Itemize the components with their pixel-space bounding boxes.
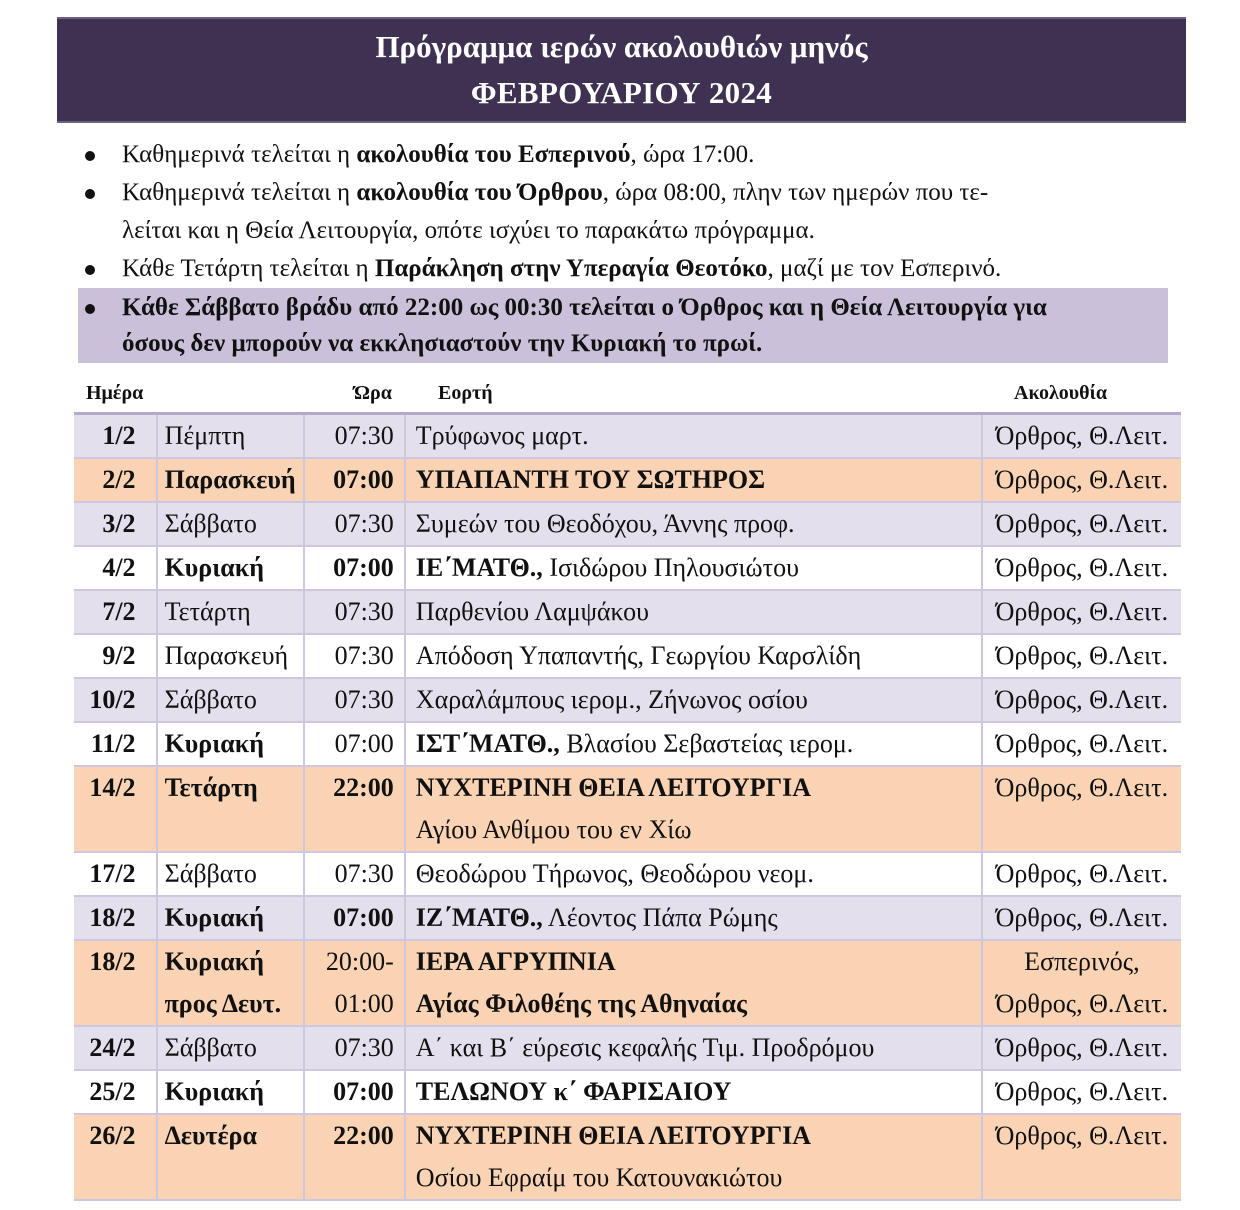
cell-time: 22:00	[305, 1115, 406, 1199]
cell-date: 17/2	[74, 853, 158, 895]
table-row	[74, 1027, 1181, 1071]
header-feast: Εορτή	[438, 382, 493, 404]
header-time: Ώρα	[354, 382, 392, 404]
cell-time: 22:00	[305, 767, 406, 851]
note-paraklesis: Κάθε Τετάρτη τελείται η Παράκληση στην Υπεραγία Θεοτόκο, μαζί με τον Εσπερινό.	[78, 250, 1168, 288]
cell-weekday: Σάββατο	[158, 679, 306, 721]
cell-service: Όρθρος, Θ.Λειτ.	[995, 1033, 1169, 1062]
cell-date: 18/2	[74, 897, 158, 939]
cell-feast: ΙΖ΄ΜΑΤΘ., Λέοντος Πάπα Ρώμης	[406, 897, 983, 939]
bullet-icon	[85, 151, 95, 161]
cell-date: 10/2	[74, 679, 158, 721]
cell-service: Όρθρος, Θ.Λειτ.	[995, 903, 1169, 932]
cell-date: 1/2	[74, 415, 158, 457]
cell-weekday: Δευτέρα	[158, 1115, 306, 1199]
cell-weekday: Τετάρτη	[158, 767, 306, 851]
cell-service: Όρθρος, Θ.Λειτ.	[995, 859, 1169, 888]
cell-service: Όρθρος, Θ.Λειτ.	[995, 421, 1169, 450]
table-row	[74, 853, 1181, 897]
cell-feast: Παρθενίου Λαμψάκου	[406, 591, 983, 633]
cell-time: 07:30	[305, 679, 406, 721]
bullet-icon	[85, 304, 95, 314]
title-banner	[57, 17, 1186, 123]
table-row	[74, 547, 1181, 591]
table-row	[74, 941, 1181, 1027]
note-vespers: Καθημερινά τελείται η ακολουθία του Εσπερινού, ώρα 17:00.	[78, 136, 1168, 174]
cell-weekday: Τετάρτη	[158, 591, 306, 633]
cell-date: 4/2	[74, 547, 158, 589]
cell-time: 07:30	[305, 853, 406, 895]
cell-feast: Χαραλάμπους ιερομ., Ζήνωνος οσίου	[406, 679, 983, 721]
cell-date: 7/2	[74, 591, 158, 633]
table-row	[74, 1071, 1181, 1115]
cell-feast: ΙΕΡΑ ΑΓΡΥΠΝΙΑ Αγίας Φιλοθέης της Αθηναίας	[406, 941, 983, 1025]
cell-time: 07:30	[305, 635, 406, 677]
cell-time: 07:00	[305, 547, 406, 589]
table-row	[74, 723, 1181, 767]
cell-weekday: Κυριακή προς Δευτ.	[158, 941, 306, 1025]
bullet-icon	[85, 265, 95, 275]
table-row	[74, 415, 1181, 459]
cell-feast: ΥΠΑΠΑΝΤΗ ΤΟΥ ΣΩΤΗΡΟΣ	[406, 459, 983, 501]
note-orthros: Καθημερινά τελείται η ακολουθία του Όρθρου, ώρα 08:00, πλην των ημερών που τε- λείται και η Θεία Λειτουργία, οπότε ισχύει το παρακάτω πρόγραμμα.	[78, 174, 1168, 250]
cell-feast: ΝΥΧΤΕΡΙΝΗ ΘΕΙΑ ΛΕΙΤΟΥΡΓΙΑ Αγίου Ανθίμου του εν Χίω	[406, 767, 983, 851]
cell-service: Όρθρος, Θ.Λειτ.	[995, 729, 1169, 758]
cell-time: 07:00	[305, 1071, 406, 1113]
cell-feast: Απόδοση Υπαπαντής, Γεωργίου Καρσλίδη	[406, 635, 983, 677]
cell-time: 07:00	[305, 897, 406, 939]
table-row	[74, 679, 1181, 723]
cell-feast: ΙΕ΄ΜΑΤΘ., Ισιδώρου Πηλουσιώτου	[406, 547, 983, 589]
cell-date: 25/2	[74, 1071, 158, 1113]
cell-time: 07:00	[305, 459, 406, 501]
cell-weekday: Πέμπτη	[158, 415, 306, 457]
table-header	[74, 378, 1181, 410]
cell-date: 9/2	[74, 635, 158, 677]
cell-date: 14/2	[74, 767, 158, 851]
cell-weekday: Σάββατο	[158, 853, 306, 895]
cell-weekday: Σάββατο	[158, 1027, 306, 1069]
cell-service: Όρθρος, Θ.Λειτ.	[995, 773, 1169, 802]
cell-service: Όρθρος, Θ.Λειτ.	[995, 597, 1169, 626]
cell-date: 2/2	[74, 459, 158, 501]
table-row	[74, 635, 1181, 679]
cell-weekday: Κυριακή	[158, 1071, 306, 1113]
cell-time: 07:30	[305, 415, 406, 457]
cell-weekday: Κυριακή	[158, 547, 306, 589]
cell-time: 07:00	[305, 723, 406, 765]
cell-service: Όρθρος, Θ.Λειτ.	[995, 553, 1169, 582]
header-service: Ακολουθία	[1014, 382, 1107, 404]
cell-feast: Θεοδώρου Τήρωνος, Θεοδώρου νεομ.	[406, 853, 983, 895]
cell-weekday: Κυριακή	[158, 723, 306, 765]
cell-feast: Τρύφωνος μαρτ.	[406, 415, 983, 457]
bullet-icon	[85, 189, 95, 199]
title-line-1: Πρόγραμμα ιερών ακολουθιών μηνός	[375, 29, 868, 64]
table-row	[74, 591, 1181, 635]
cell-service: Όρθρος, Θ.Λειτ.	[995, 465, 1169, 494]
title-line-2: ΦΕΒΡΟΥΑΡΙΟΥ 2024	[470, 75, 773, 110]
table-row	[74, 767, 1181, 853]
cell-service: Όρθρος, Θ.Λειτ.	[995, 1077, 1169, 1106]
cell-service: Εσπερινός, Όρθρος, Θ.Λειτ.	[995, 947, 1169, 1018]
cell-time: 07:30	[305, 591, 406, 633]
cell-time: 07:30	[305, 503, 406, 545]
table-row	[74, 459, 1181, 503]
cell-time: 20:00- 01:00	[305, 941, 406, 1025]
cell-feast: Συμεών του Θεοδόχου, Άννης προφ.	[406, 503, 983, 545]
cell-weekday: Σάββατο	[158, 503, 306, 545]
table-row	[74, 897, 1181, 941]
cell-time: 07:30	[305, 1027, 406, 1069]
cell-feast: ΤΕΛΩΝΟΥ κ΄ ΦΑΡΙΣΑΙΟΥ	[406, 1071, 983, 1113]
cell-service: Όρθρος, Θ.Λειτ.	[995, 685, 1169, 714]
cell-feast: ΝΥΧΤΕΡΙΝΗ ΘΕΙΑ ΛΕΙΤΟΥΡΓΙΑ Οσίου Εφραίμ του Κατουνακιώτου	[406, 1115, 983, 1199]
schedule-table	[74, 412, 1181, 1201]
notes-list	[78, 136, 1168, 363]
table-row	[74, 1115, 1181, 1201]
cell-weekday: Κυριακή	[158, 897, 306, 939]
cell-feast: Α΄ και Β΄ εύρεσις κεφαλής Τιμ. Προδρόμου	[406, 1027, 983, 1069]
cell-date: 24/2	[74, 1027, 158, 1069]
table-row	[74, 503, 1181, 547]
cell-feast: ΙΣΤ΄ΜΑΤΘ., Βλασίου Σεβαστείας ιερομ.	[406, 723, 983, 765]
cell-date: 3/2	[74, 503, 158, 545]
cell-weekday: Παρασκευή	[158, 459, 306, 501]
cell-date: 26/2	[74, 1115, 158, 1199]
cell-service: Όρθρος, Θ.Λειτ.	[995, 509, 1169, 538]
cell-service: Όρθρος, Θ.Λειτ.	[995, 1121, 1169, 1150]
cell-date: 18/2	[74, 941, 158, 1025]
note-saturday-night-liturgy: Κάθε Σάββατο βράδυ από 22:00 ως 00:30 τελείται ο Όρθρος και η Θεία Λειτουργία για όσους δεν μπορούν να εκκλησιαστούν την Κυριακή το πρωί.	[78, 288, 1168, 363]
cell-weekday: Παρασκευή	[158, 635, 306, 677]
cell-date: 11/2	[74, 723, 158, 765]
cell-service: Όρθρος, Θ.Λειτ.	[995, 641, 1169, 670]
header-day: Ημέρα	[86, 382, 144, 404]
